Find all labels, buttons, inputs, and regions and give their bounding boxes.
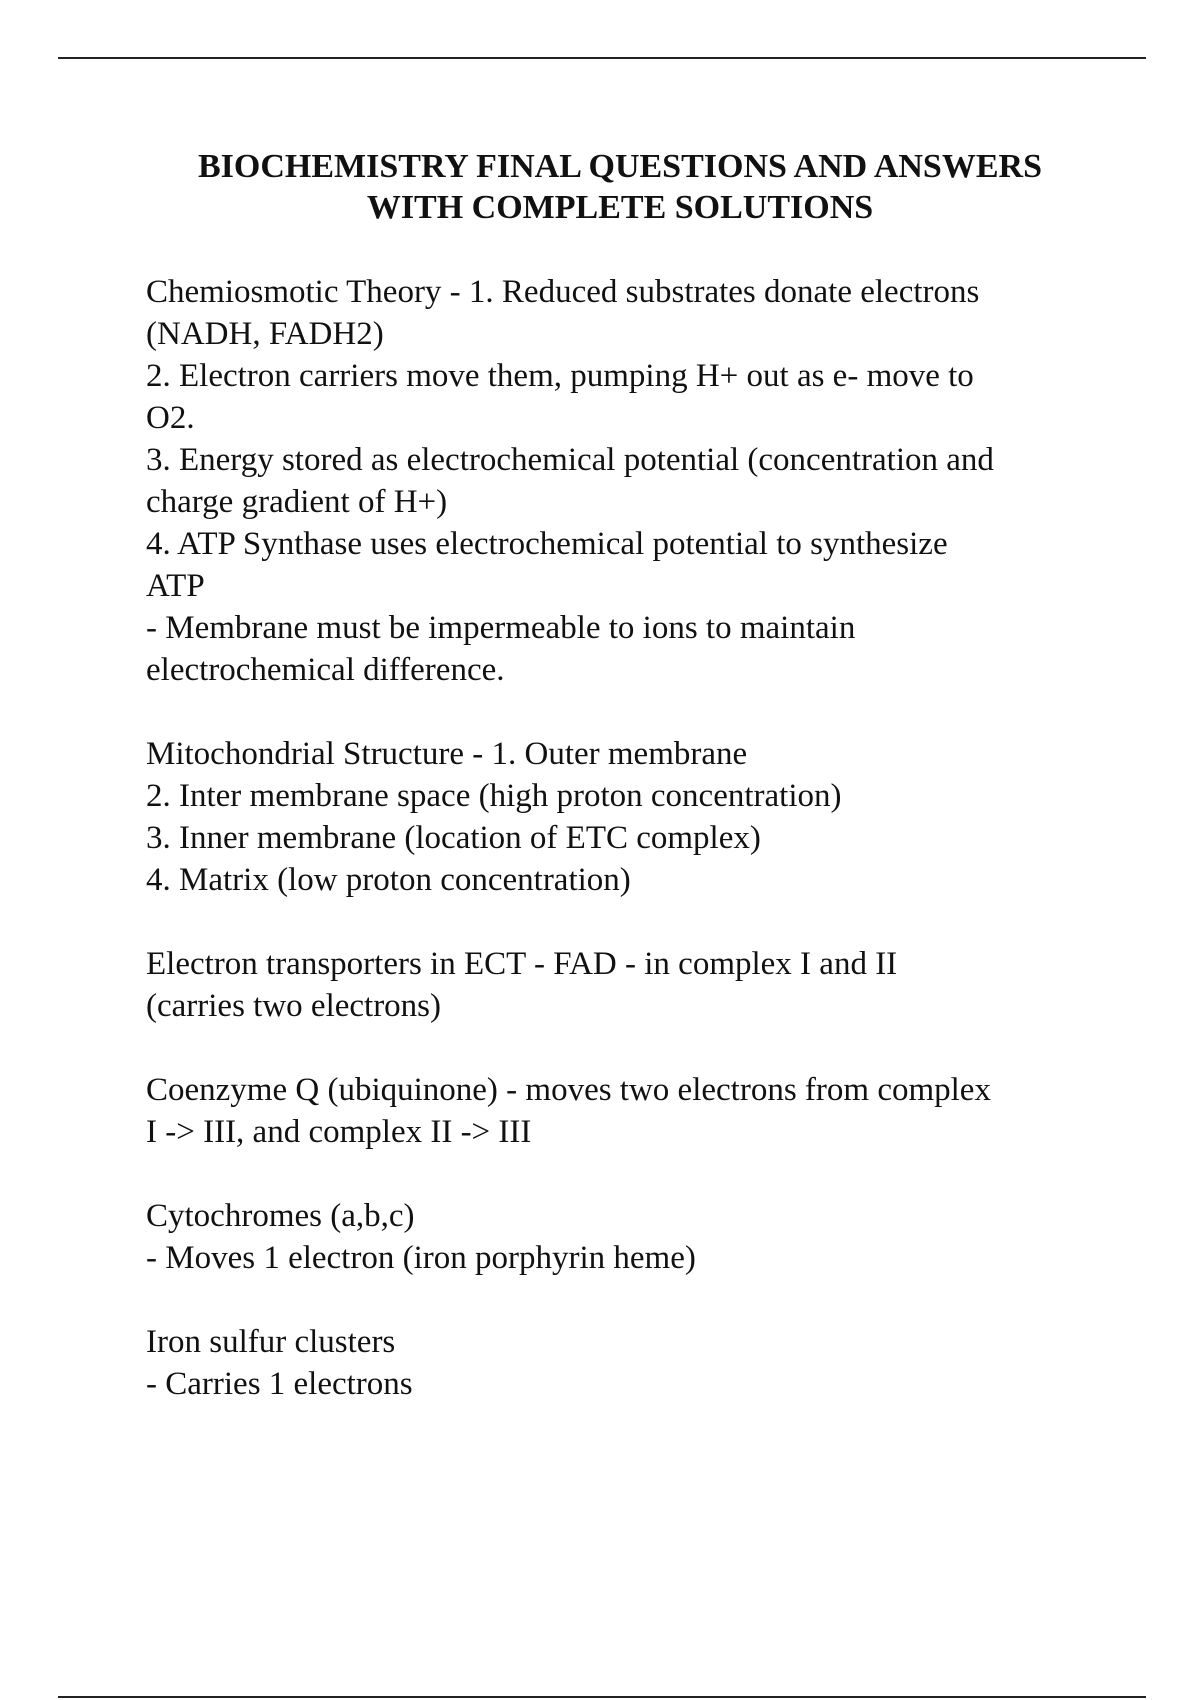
text-line: Electron transporters in ECT - FAD - in complex I and II xyxy=(146,946,898,982)
text-line: 4. ATP Synthase uses electrochemical potential to synthesize xyxy=(146,526,948,562)
text-line: Cytochromes (a,b,c) xyxy=(146,1198,415,1234)
document-title xyxy=(100,146,1140,228)
text-line: Mitochondrial Structure - 1. Outer membrane xyxy=(146,736,748,772)
text-line: - Membrane must be impermeable to ions to maintain xyxy=(146,610,856,646)
text-line: - Carries 1 electrons xyxy=(146,1366,413,1402)
text-line: 2. Inter membrane space (high proton concentration) xyxy=(146,778,842,814)
title-line-2: WITH COMPLETE SOLUTIONS xyxy=(366,189,874,226)
text-line: (carries two electrons) xyxy=(146,988,442,1024)
qa-paragraph xyxy=(146,1195,1096,1279)
footer-rule xyxy=(58,1696,1146,1698)
document-body xyxy=(146,271,1096,1447)
text-line: ATP xyxy=(146,568,205,604)
text-line: Coenzyme Q (ubiquinone) - moves two electrons from complex xyxy=(146,1072,991,1108)
title-line-1: BIOCHEMISTRY FINAL QUESTIONS AND ANSWERS xyxy=(198,148,1042,185)
qa-paragraph xyxy=(146,733,1096,901)
text-line: charge gradient of H+) xyxy=(146,484,448,520)
text-line: (NADH, FADH2) xyxy=(146,316,384,352)
text-line: 3. Energy stored as electrochemical potential (concentration and xyxy=(146,442,994,478)
text-line: Chemiosmotic Theory - 1. Reduced substrates donate electrons xyxy=(146,274,980,310)
text-line: 2. Electron carriers move them, pumping H+ out as e- move to xyxy=(146,358,974,394)
qa-paragraph xyxy=(146,1321,1096,1405)
text-line: Iron sulfur clusters xyxy=(146,1324,396,1360)
text-line: - Moves 1 electron (iron porphyrin heme) xyxy=(146,1240,696,1276)
qa-paragraph xyxy=(146,943,1096,1027)
text-line: 3. Inner membrane (location of ETC complex) xyxy=(146,820,761,856)
text-line: O2. xyxy=(146,400,195,436)
text-line: electrochemical difference. xyxy=(146,652,505,688)
header-rule xyxy=(58,57,1146,59)
qa-paragraph xyxy=(146,1069,1096,1153)
qa-paragraph xyxy=(146,271,1096,691)
text-line: 4. Matrix (low proton concentration) xyxy=(146,862,631,898)
text-line: I -> III, and complex II -> III xyxy=(146,1114,532,1150)
